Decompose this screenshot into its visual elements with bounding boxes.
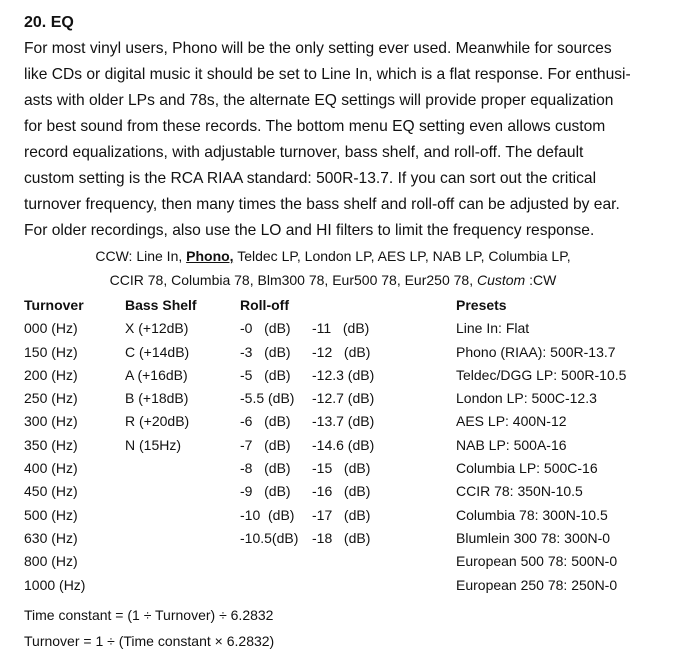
turnover-header: Turnover <box>24 297 84 313</box>
ccw-line-1 <box>24 244 642 268</box>
preset-cell: Blumlein 300 78: 300N-0 <box>456 529 611 546</box>
bass-shelf-header: Bass Shelf <box>125 297 197 313</box>
description-line: asts with older LPs and 78s, the alternate EQ settings will provide proper equalization <box>24 92 614 109</box>
ccw-suffix-2: :CW <box>525 272 557 288</box>
roll-off-b-cell: -11 (dB) <box>312 320 370 337</box>
description-line: record equalizations, with adjustable turnover, bass shelf, and roll-off. The default <box>24 144 584 161</box>
description-line: custom setting is the RCA RIAA standard: 500R-13.7. If you can sort out the critical <box>24 170 597 187</box>
turnover-cell: 450 (Hz) <box>24 483 78 500</box>
roll-off-b-cell: -13.7 (dB) <box>312 413 375 430</box>
turnover-cell: 350 (Hz) <box>24 436 78 453</box>
description-line: For older recordings, also use the LO and HI filters to limit the frequency response. <box>24 222 595 239</box>
ccw-phono: Phono, <box>186 248 234 264</box>
preset-cell: Line In: Flat <box>456 320 530 337</box>
turnover-cell: 1000 (Hz) <box>24 576 86 593</box>
eq-description <box>24 36 670 244</box>
preset-cell: Teldec/DGG LP: 500R-10.5 <box>456 366 627 383</box>
roll-off-b-cell: -12.7 (dB) <box>312 390 375 407</box>
roll-off-a-cell: -0 (dB) <box>240 320 291 337</box>
turnover-cell: 630 (Hz) <box>24 529 78 546</box>
presets-header: Presets <box>456 297 507 313</box>
roll-off-b-cell: -15 (dB) <box>312 460 371 477</box>
description-line: turnover frequency, then many times the bass shelf and roll-off can be adjusted by ear. <box>24 196 620 213</box>
roll-off-a-cell: -10.5(dB) <box>240 529 299 546</box>
roll-off-b-cell: -12.3 (dB) <box>312 366 375 383</box>
preset-cell: London LP: 500C-12.3 <box>456 390 597 407</box>
roll-off-b-cell: -16 (dB) <box>312 483 371 500</box>
roll-off-header: Roll-off <box>240 297 289 313</box>
roll-off-a-cell: -9 (dB) <box>240 483 291 500</box>
preset-cell: Columbia 78: 300N-10.5 <box>456 506 608 523</box>
roll-off-b-cell: -12 (dB) <box>312 343 371 360</box>
turnover-cell: 300 (Hz) <box>24 413 78 430</box>
bass-shelf-cell: B (+18dB) <box>125 390 189 407</box>
preset-cell: European 250 78: 250N-0 <box>456 576 618 593</box>
bass-shelf-cell: A (+16dB) <box>125 366 188 383</box>
ccw-line-2 <box>24 268 642 292</box>
turnover-cell: 200 (Hz) <box>24 366 78 383</box>
ccw-custom: Custom <box>476 272 526 288</box>
roll-off-a-cell: -3 (dB) <box>240 343 291 360</box>
roll-off-column-a <box>240 294 298 550</box>
preset-cell: European 500 78: 500N-0 <box>456 553 618 570</box>
roll-off-header-spacer <box>312 294 374 317</box>
description-line: like CDs or digital music it should be set to Line In, which is a flat response. For enthusi- <box>24 66 631 83</box>
roll-off-a-cell: -7 (dB) <box>240 436 291 453</box>
roll-off-a-cell: -6 (dB) <box>240 413 291 430</box>
preset-cell: AES LP: 400N-12 <box>456 413 567 430</box>
turnover-cell: 400 (Hz) <box>24 460 78 477</box>
roll-off-b-cell: -17 (dB) <box>312 506 371 523</box>
preset-cell: NAB LP: 500A-16 <box>456 436 567 453</box>
bass-shelf-cell: C (+14dB) <box>125 343 190 360</box>
turnover-cell: 150 (Hz) <box>24 343 78 360</box>
roll-off-column-b <box>312 294 374 550</box>
roll-off-a-cell: -10 (dB) <box>240 506 295 523</box>
ccw-suffix: Teldec LP, London LP, AES LP, NAB LP, Columbia LP, <box>233 248 571 264</box>
ccw-order <box>24 244 642 292</box>
turnover-cell: 000 (Hz) <box>24 320 78 337</box>
eq-section <box>24 12 670 654</box>
time-constant-formula: Time constant = (1 ÷ Turnover) ÷ 6.2832 <box>24 607 274 623</box>
section-heading: 20. EQ <box>24 14 74 31</box>
bass-shelf-column <box>125 294 197 457</box>
presets-column <box>456 294 626 597</box>
description-line: for best sound from these records. The bottom menu EQ setting even allows custom <box>24 118 606 135</box>
bass-shelf-cell: X (+12dB) <box>125 320 189 337</box>
preset-cell: Columbia LP: 500C-16 <box>456 460 598 477</box>
ccw-prefix: CCW: Line In, <box>95 248 187 264</box>
preset-cell: CCIR 78: 350N-10.5 <box>456 483 583 500</box>
bass-shelf-cell: R (+20dB) <box>125 413 190 430</box>
roll-off-a-cell: -5 (dB) <box>240 366 291 383</box>
roll-off-a-cell: -8 (dB) <box>240 460 291 477</box>
turnover-formula: Turnover = 1 ÷ (Time constant × 6.2832) <box>24 633 275 649</box>
turnover-cell: 500 (Hz) <box>24 506 78 523</box>
turnover-column <box>24 294 85 597</box>
ccw-prefix-2: CCIR 78, Columbia 78, Blm300 78, Eur500 78, Eur250 78, <box>109 272 477 288</box>
description-line: For most vinyl users, Phono will be the only setting ever used. Meanwhile for sources <box>24 40 612 57</box>
bass-shelf-cell: N (15Hz) <box>125 436 182 453</box>
roll-off-b-cell: -18 (dB) <box>312 529 371 546</box>
turnover-cell: 250 (Hz) <box>24 390 78 407</box>
turnover-cell: 800 (Hz) <box>24 553 78 570</box>
eq-settings-table <box>24 294 670 602</box>
roll-off-a-cell: -5.5 (dB) <box>240 390 295 407</box>
roll-off-b-cell: -14.6 (dB) <box>312 436 375 453</box>
preset-cell: Phono (RIAA): 500R-13.7 <box>456 343 616 360</box>
